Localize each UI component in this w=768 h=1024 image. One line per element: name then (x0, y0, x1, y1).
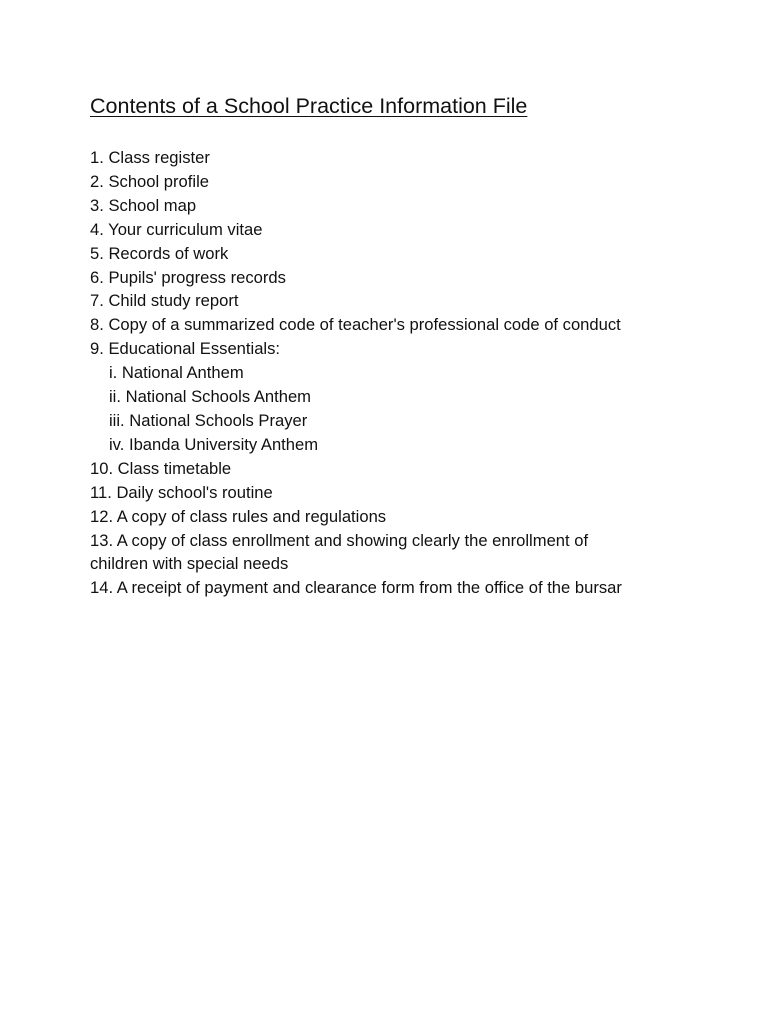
list-item: 11. Daily school's routine (90, 482, 273, 502)
sub-list-item: iv. Ibanda University Anthem (109, 434, 319, 454)
sub-list-item: ii. National Schools Anthem (109, 387, 312, 407)
list-item: 8. Copy of a summarized code of teacher's professional code of conduct (90, 315, 621, 335)
list-item: 9. Educational Essentials: (90, 339, 281, 359)
list-item: 12. A copy of class rules and regulations (90, 506, 387, 526)
sub-list-item: i. National Anthem (109, 363, 244, 383)
list-item: 14. A receipt of payment and clearance form from the office of the bursar (90, 578, 622, 598)
list-item: 7. Child study report (90, 291, 239, 311)
list-item: 2. School profile (90, 171, 209, 191)
list-item: 5. Records of work (90, 243, 229, 263)
list-item: 10. Class timetable (90, 458, 232, 478)
sub-list-item: iii. National Schools Prayer (109, 410, 308, 430)
list-item: 13. A copy of class enrollment and showing clearly the enrollment of children with special needs (90, 530, 589, 574)
contents-list (90, 146, 690, 600)
list-item: 1. Class register (90, 148, 210, 167)
document-title: Contents of a School Practice Information File (90, 94, 528, 118)
list-item: 6. Pupils' progress records (90, 267, 286, 287)
list-item: 3. School map (90, 195, 197, 215)
list-item: 4. Your curriculum vitae (90, 219, 263, 239)
